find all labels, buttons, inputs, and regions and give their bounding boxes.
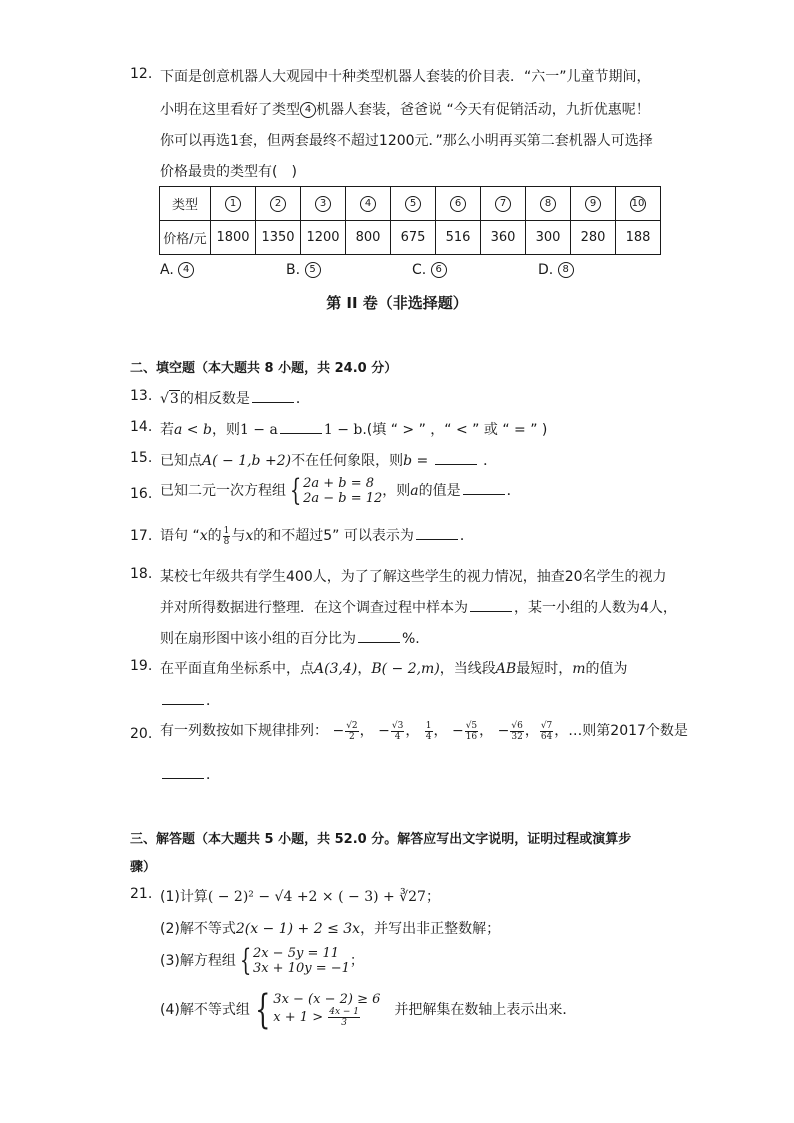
question-20-line-1: 有一列数按如下规律排列： − $\frac{√2}{2}$ ， − $\frac{√3}{4}$ ， $\frac{1}{4}$ ， − $\frac{√5}{16}$ ， − $\frac{√6}{32}$ ， $\frac{√7}{64}$ ，…则第2017个数是 xyxy=(160,720,688,742)
table-cell-type xyxy=(211,187,256,221)
section-2-heading: 二、填空题（本大题共 8 小题，共 24.0 分） xyxy=(130,361,398,376)
numerator: √7 xyxy=(540,720,553,731)
inequality-system xyxy=(250,987,381,1033)
option-d xyxy=(538,262,574,278)
question-20-line-2 xyxy=(160,764,220,784)
text: (1)计算 xyxy=(160,889,208,905)
question-18-line-3 xyxy=(160,628,420,648)
text: ，当线段 xyxy=(439,661,496,677)
question-12-number: 12. xyxy=(130,66,153,82)
option-b-label: B. xyxy=(286,262,301,278)
option-c xyxy=(412,262,447,278)
punctuation: ； xyxy=(425,889,440,905)
answer-blank[interactable] xyxy=(435,463,477,465)
fraction xyxy=(391,721,404,742)
text: (2)解不等式 xyxy=(160,921,236,937)
math-expression: B( − 2,m) xyxy=(371,661,440,677)
fraction xyxy=(540,721,553,742)
text: ，并写出非正整数解； xyxy=(360,921,501,937)
circled-number: 4 xyxy=(300,102,316,118)
denominator: 3 xyxy=(341,1018,347,1028)
fraction xyxy=(510,721,523,742)
table-cell-price: 360 xyxy=(481,221,526,255)
table-cell-type xyxy=(391,187,436,221)
table-header-price: 价格/元 xyxy=(160,221,211,255)
question-13-text: 的相反数是 xyxy=(179,391,250,407)
table-cell-type xyxy=(301,187,346,221)
question-21-part-4 xyxy=(160,987,577,1033)
table-cell-type xyxy=(481,187,526,221)
answer-blank[interactable] xyxy=(162,777,204,779)
text: (3)解方程组 xyxy=(160,953,236,969)
text: 语句 “ xyxy=(160,528,200,544)
table-cell-price: 300 xyxy=(526,221,571,255)
circled-number: 3 xyxy=(315,196,331,212)
question-12-line-4: 价格最贵的类型有( ) xyxy=(160,164,297,180)
table-cell-price: 1200 xyxy=(301,221,346,255)
denominator: 16 xyxy=(465,731,478,742)
answer-blank[interactable] xyxy=(252,401,294,403)
question-15 xyxy=(160,450,497,470)
table-cell-type xyxy=(346,187,391,221)
circled-number: 4 xyxy=(360,196,376,212)
table-cell-price: 280 xyxy=(571,221,616,255)
circled-number: 9 xyxy=(585,196,601,212)
option-a xyxy=(160,262,194,278)
answer-blank[interactable] xyxy=(463,493,505,495)
question-17-number: 17. xyxy=(130,528,153,544)
question-18-line-2 xyxy=(160,597,677,617)
punctuation: ； xyxy=(349,953,364,969)
circled-number: 5 xyxy=(305,262,321,278)
punctuation: ． xyxy=(206,693,220,709)
equation: 3x + 10y = −1 xyxy=(252,961,350,976)
text: 则在扇形图中该小组的百分比为 xyxy=(160,631,356,647)
question-16-number: 16. xyxy=(130,486,153,502)
math-expression: AB xyxy=(495,661,517,677)
question-12-line-2b: 机器人套装，爸爸说 “今天有促销活动，九折优惠呢！ xyxy=(316,102,650,118)
circled-number: 6 xyxy=(450,196,466,212)
answer-blank[interactable] xyxy=(470,610,512,612)
table-cell-price: 516 xyxy=(436,221,481,255)
text: 已知点 xyxy=(160,453,202,469)
question-17 xyxy=(160,525,474,547)
sign: − xyxy=(451,723,464,739)
numerator: √5 xyxy=(465,720,478,731)
denominator: 64 xyxy=(540,731,553,742)
circled-number: 6 xyxy=(431,262,447,278)
circled-number: 8 xyxy=(540,196,556,212)
punctuation: ． xyxy=(506,483,521,499)
text: 已知二元一次方程组 xyxy=(160,483,286,499)
text: %. xyxy=(402,631,420,647)
text: ，则 xyxy=(211,422,240,438)
fraction xyxy=(425,721,433,742)
section-3-heading-line-2: 骤） xyxy=(130,860,157,875)
question-14-number: 14. xyxy=(130,419,153,435)
question-21-part-2 xyxy=(160,918,500,938)
table-cell-type xyxy=(616,187,661,221)
radicand: 3 xyxy=(169,391,179,407)
math-expression: 2(x − 1) + 2 ≤ 3x xyxy=(235,921,361,937)
text: (4)解不等式组 xyxy=(160,1002,250,1018)
circled-number: 2 xyxy=(270,196,286,212)
text: 的值是 xyxy=(418,483,461,499)
math-expression: m xyxy=(572,661,586,677)
answer-blank[interactable] xyxy=(358,641,400,643)
text: 不在任何象限，则 xyxy=(291,453,404,469)
math-expression: x xyxy=(199,528,208,544)
numerator: 1 xyxy=(425,720,432,731)
math-expression: 1 − a xyxy=(239,422,278,438)
table-header-type: 类型 xyxy=(160,187,211,221)
answer-blank[interactable] xyxy=(416,538,458,540)
text: ， xyxy=(357,661,372,677)
numerator: 4x − 1 xyxy=(329,1007,360,1017)
question-21-part-1 xyxy=(160,886,440,906)
denominator: 4 xyxy=(394,731,401,742)
sign: − xyxy=(497,723,510,739)
question-21-number: 21. xyxy=(130,886,153,902)
option-c-label: C. xyxy=(412,262,427,278)
brace-icon: { xyxy=(289,473,302,508)
brace-icon: { xyxy=(239,943,252,978)
circled-number: 7 xyxy=(495,196,511,212)
sqrt-expression: √3 xyxy=(160,391,179,407)
denominator: 2 xyxy=(349,731,355,742)
numerator: √3 xyxy=(391,720,404,731)
question-12-line-1: 下面是创意机器人大观园中十种类型机器人套装的价目表．“六一”儿童节期间， xyxy=(160,69,651,85)
text: ，…则第2017个数是 xyxy=(554,723,688,739)
question-18-line-1: 某校七年级共有学生400人，为了了解这些学生的视力情况，抽查20名学生的视力 xyxy=(160,569,667,585)
math-expression: ( − 2)² − √4 +2 × ( − 3) + ∛27 xyxy=(207,889,426,905)
math-expression: x xyxy=(245,528,254,544)
question-13 xyxy=(160,388,310,408)
question-12-line-2a: 小明在这里看好了类型 xyxy=(160,102,300,118)
punctuation: ． xyxy=(483,453,498,469)
math-expression: A( − 1,b +2) xyxy=(202,453,292,469)
circled-number: 5 xyxy=(405,196,421,212)
question-21-part-3 xyxy=(160,943,364,978)
table-cell-price: 1800 xyxy=(211,221,256,255)
table-cell-type xyxy=(571,187,616,221)
punctuation: ． xyxy=(295,391,310,407)
punctuation: ． xyxy=(206,767,220,783)
question-19-line-1 xyxy=(160,658,627,678)
text: .(填 “ > ” ，“ < ” 或 “ = ” ) xyxy=(362,422,548,438)
equation-system xyxy=(286,473,383,508)
math-expression: a xyxy=(410,483,419,499)
denominator: 4 xyxy=(425,731,432,742)
text: 的和不超过5” 可以表示为 xyxy=(253,528,414,544)
part-2-title: 第 II 卷（非选择题） xyxy=(326,294,468,312)
text: 的值为 xyxy=(585,661,628,677)
math-expression: A(3,4) xyxy=(314,661,358,677)
text: ，则 xyxy=(382,483,411,499)
table-cell-price: 675 xyxy=(391,221,436,255)
text: 与 xyxy=(231,528,246,544)
answer-blank[interactable] xyxy=(280,432,322,434)
text: ，某一小组的人数为4人， xyxy=(514,600,677,616)
inequality: 3x − (x − 2) ≥ 6 xyxy=(273,992,381,1007)
equation-system xyxy=(236,943,350,978)
text: 若 xyxy=(160,422,174,438)
question-12-line-3: 你可以再选1套，但两套最终不超过1200元．”那么小明再买第二套机器人可选择 xyxy=(160,133,653,149)
inequality-left: x + 1 > xyxy=(273,1010,324,1025)
numerator: √6 xyxy=(511,720,523,731)
table-cell-price: 1350 xyxy=(256,221,301,255)
question-19-line-2 xyxy=(160,690,220,710)
numerator: 1 xyxy=(223,525,230,536)
table-row-types xyxy=(160,187,661,221)
math-expression: b = xyxy=(403,453,429,469)
option-a-label: A. xyxy=(160,262,174,278)
section-3-heading-line-1: 三、解答题（本大题共 5 小题，共 52.0 分。解答应写出文字说明，证明过程或演算步 xyxy=(130,832,632,847)
fraction xyxy=(328,1007,360,1028)
question-18-number: 18. xyxy=(130,566,153,582)
math-expression: a < b xyxy=(174,422,212,438)
sign: − xyxy=(378,723,390,739)
option-d-label: D. xyxy=(538,262,554,278)
option-b xyxy=(286,262,321,278)
circled-number: 10 xyxy=(630,196,646,212)
text: 在平面直角坐标系中，点 xyxy=(160,661,314,677)
question-14 xyxy=(160,419,547,439)
circled-number: 1 xyxy=(225,196,241,212)
denominator: 8 xyxy=(223,536,230,547)
equation: 2x − 5y = 11 xyxy=(252,946,340,961)
equation: 2a + b = 8 xyxy=(303,476,375,491)
table-cell-price: 800 xyxy=(346,221,391,255)
fraction xyxy=(223,526,231,547)
question-13-number: 13. xyxy=(130,388,153,404)
answer-blank[interactable] xyxy=(162,703,204,705)
circled-number: 8 xyxy=(558,262,574,278)
text: 并对所得数据进行整理．在这个调查过程中样本为 xyxy=(160,600,468,616)
math-expression: 1 − b xyxy=(323,422,363,438)
brace-icon: { xyxy=(254,987,271,1033)
question-16 xyxy=(160,473,521,508)
question-15-number: 15. xyxy=(130,450,153,466)
text: 并把解集在数轴上表示出来． xyxy=(394,1002,577,1018)
numerator: √2 xyxy=(346,720,358,731)
table-row-prices xyxy=(160,221,661,255)
question-20-number: 20. xyxy=(130,726,153,742)
text: 的 xyxy=(207,528,222,544)
denominator: 32 xyxy=(511,731,523,742)
table-cell-type xyxy=(436,187,481,221)
circled-number: 4 xyxy=(178,262,194,278)
question-19-number: 19. xyxy=(130,658,153,674)
equation: 2a − b = 12 xyxy=(303,491,383,506)
sign: − xyxy=(332,723,345,739)
punctuation: ． xyxy=(459,528,474,544)
question-12-line-2 xyxy=(160,99,650,119)
table-cell-type xyxy=(256,187,301,221)
table-cell-price: 188 xyxy=(616,221,661,255)
text: 有一列数按如下规律排列： xyxy=(160,723,328,739)
fraction xyxy=(345,721,358,742)
price-table xyxy=(159,186,661,255)
fraction xyxy=(465,721,478,742)
text: 最短时， xyxy=(516,661,573,677)
table-cell-type xyxy=(526,187,571,221)
inequality xyxy=(273,1007,380,1028)
